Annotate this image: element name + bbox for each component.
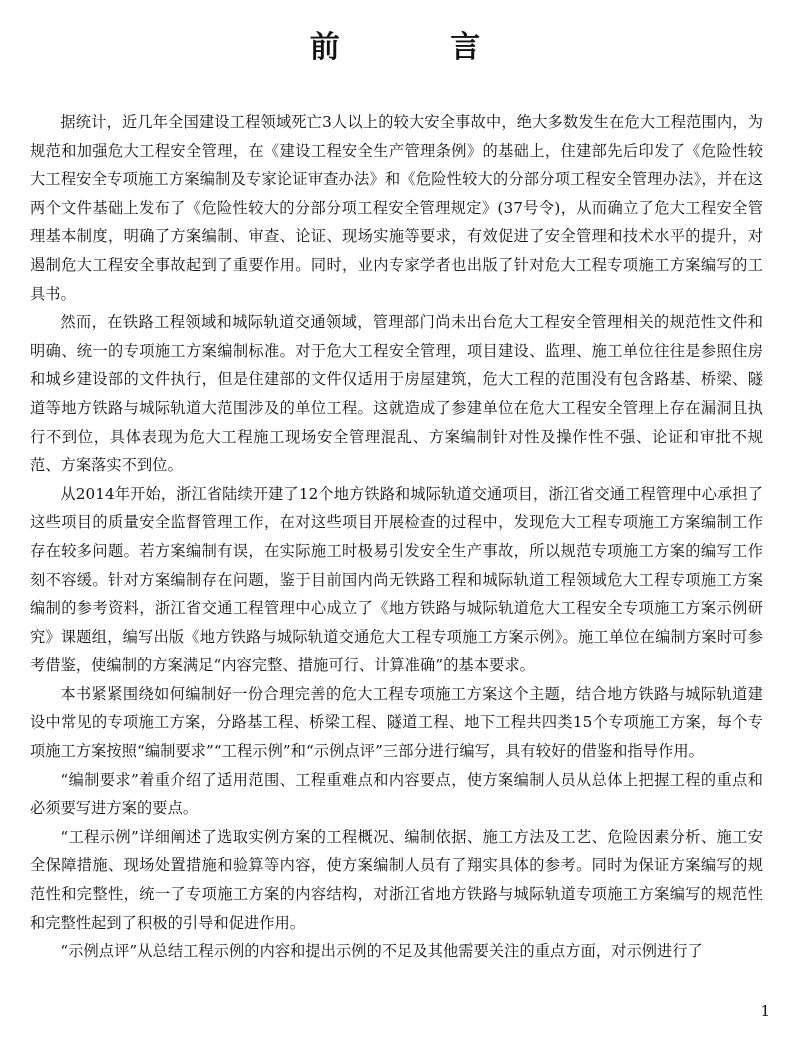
- paragraph-4: 本书紧紧围绕如何编制好一份合理完善的危大工程专项施工方案这个主题，结合地方铁路与城际轨道建设中常见的专项施工方案，分路基工程、桥梁工程、隧道工程、地下工程共四类15个专项施工方案，每个专项施工方案按照“编制要求”“工程示例”和“示例点评”三部分进行编写，具有较好的借鉴和指导作用。: [30, 684, 763, 761]
- paragraph-7: “示例点评”从总结工程示例的内容和提出示例的不足及其他需要关注的重点方面，对示例进行了: [60, 942, 703, 961]
- paragraph-5: “编制要求”着重介绍了适用范围、工程重难点和内容要点，使方案编制人员从总体上把握工程的重点和必须要写进方案的要点。: [30, 770, 763, 818]
- page-title: 前 言: [309, 30, 531, 65]
- paragraph-1: 据统计，近几年全国建设工程领域死亡3人以上的较大安全事故中，绝大多数发生在危大工程范围内，为规范和加强危大工程安全管理，在《建设工程安全生产管理条例》的基础上，住建部先后印发了《危险性较大工程安全专项施工方案编制及专家论证审查办法》和《危险性较大的分部分项工程安全管理办法》，并在这两个文件基础上发布了《危险性较大的分部分项工程安全管理规定》(37号令)，从而确立了危大工程安全管理基本制度，明确了方案编制、审查、论证、现场实施等要求，有效促进了安全管理和技术水平的提升，对遏制危大工程安全事故起到了重要作用。同时，业内专家学者也出版了针对危大工程专项施工方案编写的工具书。: [30, 113, 763, 303]
- page-number: 1: [760, 1002, 770, 1020]
- paragraph-2: 然而，在铁路工程领域和城际轨道交通领域，管理部门尚未出台危大工程安全管理相关的规范性文件和明确、统一的专项施工方案编制标准。对于危大工程安全管理，项目建设、监理、施工单位往往是参照住房和城乡建设部的文件执行，但是住建部的文件仅适用于房屋建筑，危大工程的范围没有包含路基、桥梁、隧道等地方铁路与城际轨道大范围涉及的单位工程。这就造成了参建单位在危大工程安全管理上存在漏洞且执行不到位，具体表现为危大工程施工现场安全管理混乱、方案编制针对性及操作性不强、论证和审批不规范、方案落实不到位。: [30, 313, 763, 475]
- paragraph-6: “工程示例”详细阐述了选取实例方案的工程概况、编制依据、施工方法及工艺、危险因素分析、施工安全保障措施、现场处置措施和验算等内容，使方案编制人员有了翔实具体的参考。同时为保证方案编写的规范性和完整性，统一了专项施工方案的内容结构，对浙江省地方铁路与城际轨道专项施工方案编写的规范性和完整性起到了积极的引导和促进作用。: [30, 827, 763, 932]
- paragraph-3: 从2014年开始，浙江省陆续开建了12个地方铁路和城际轨道交通项目，浙江省交通工程管理中心承担了这些项目的质量安全监督管理工作，在对这些项目开展检查的过程中，发现危大工程专项施工方案编制工作存在较多问题。若方案编制有误，在实际施工时极易引发安全生产事故，所以规范专项施工方案的编写工作刻不容缓。针对方案编制存在问题，鉴于目前国内尚无铁路工程和城际轨道工程领域危大工程专项施工方案编制的参考资料，浙江省交通工程管理中心成立了《地方铁路与城际轨道危大工程安全专项施工方案示例研究》课题组，编写出版《地方铁路与城际轨道交通危大工程专项施工方案示例》。施工单位在编制方案时可参考借鉴，使编制的方案满足“内容完整、措施可行、计算准确”的基本要求。: [30, 484, 763, 675]
- preface-body: [30, 108, 763, 966]
